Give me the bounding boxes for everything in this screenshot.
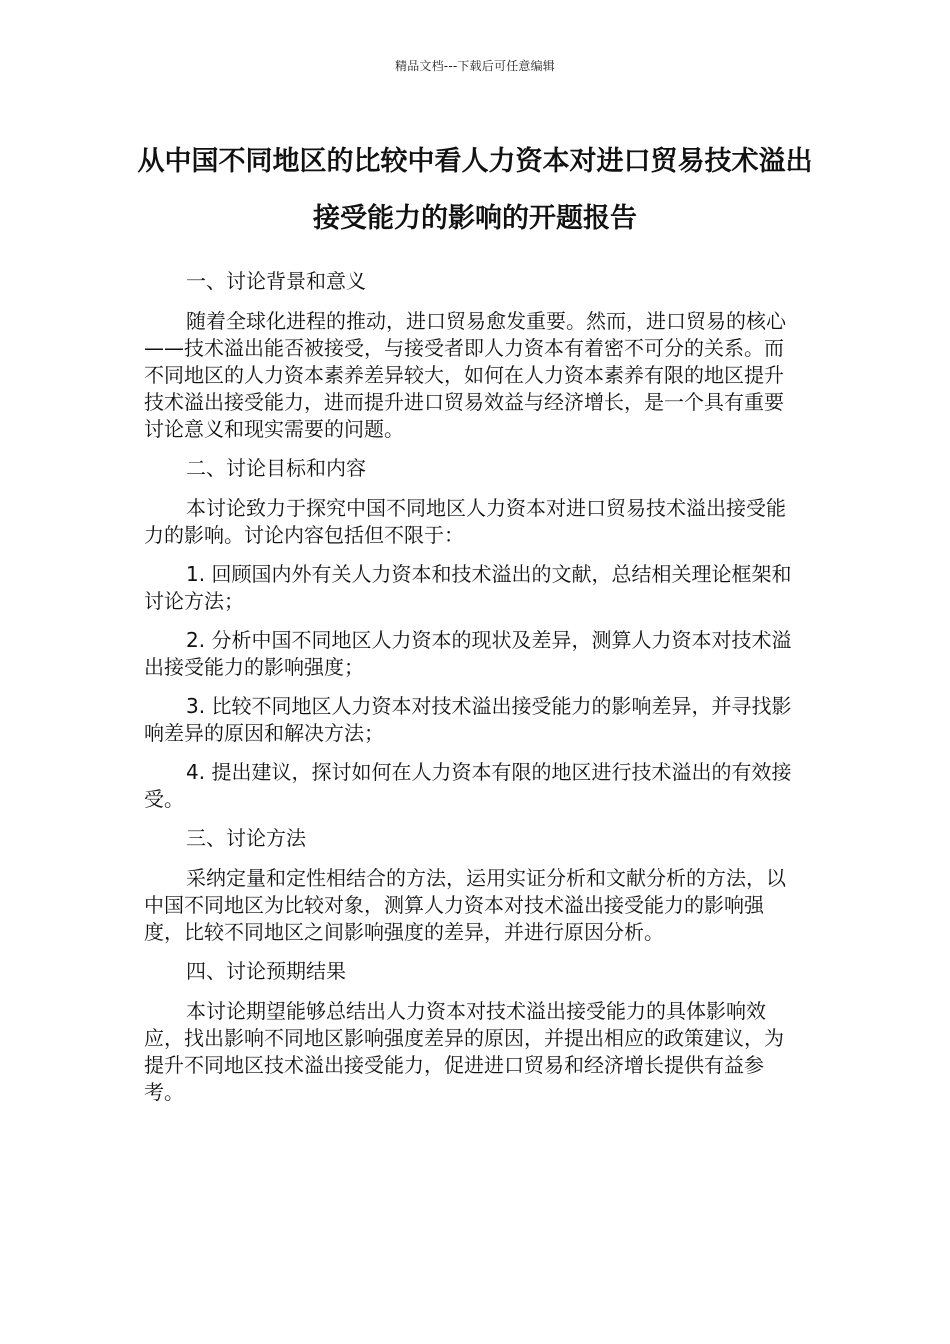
page-header-note: 精品文档---下载后可任意编辑: [395, 59, 555, 73]
list-item-goal-2: 2. 分析中国不同地区人力资本的现状及差异，测算人力资本对技术溢出接受能力的影响强度；: [144, 628, 792, 679]
document-body: [144, 268, 800, 1118]
list-item-goal-3: 3. 比较不同地区人力资本对技术溢出接受能力的影响差异，并寻找影响差异的原因和解决方法；: [144, 694, 792, 745]
section-heading-background: 一、讨论背景和意义: [186, 269, 366, 293]
list-item-goal-1: 1. 回顾国内外有关人力资本和技术溢出的文献，总结相关理论框架和讨论方法；: [144, 562, 792, 613]
paragraph-goals-intro: 本讨论致力于探究中国不同地区人力资本对进口贸易技术溢出接受能力的影响。讨论内容包括但不限于：: [144, 496, 786, 547]
list-item-goal-4: 4. 提出建议，探讨如何在人力资本有限的地区进行技术溢出的有效接受。: [144, 760, 792, 811]
paragraph-background: 随着全球化进程的推动，进口贸易愈发重要。然而，进口贸易的核心——技术溢出能否被接受，与接受者即人力资本有着密不可分的关系。而不同地区的人力资本素养差异较大，如何在人力资本素养有限的地区提升技术溢出接受能力，进而提升进口贸易效益与经济增长，是一个具有重要讨论意义和现实需要的问题。: [144, 309, 786, 441]
section-heading-goals: 二、讨论目标和内容: [186, 456, 366, 480]
paragraph-results: 本讨论期望能够总结出人力资本对技术溢出接受能力的具体影响效应，找出影响不同地区影响强度差异的原因，并提出相应的政策建议，为提升不同地区技术溢出接受能力，促进进口贸易和经济增长提供有益参考。: [144, 999, 784, 1104]
document-title: 从中国不同地区的比较中看人力资本对进口贸易技术溢出接受能力的影响的开题报告: [137, 146, 813, 234]
section-heading-methods: 三、讨论方法: [186, 826, 306, 850]
paragraph-methods: 采纳定量和定性相结合的方法，运用实证分析和文献分析的方法，以中国不同地区为比较对象，测算人力资本对技术溢出接受能力的影响强度，比较不同地区之间影响强度的差异，并进行原因分析。: [144, 866, 786, 944]
section-heading-results: 四、讨论预期结果: [186, 959, 346, 983]
